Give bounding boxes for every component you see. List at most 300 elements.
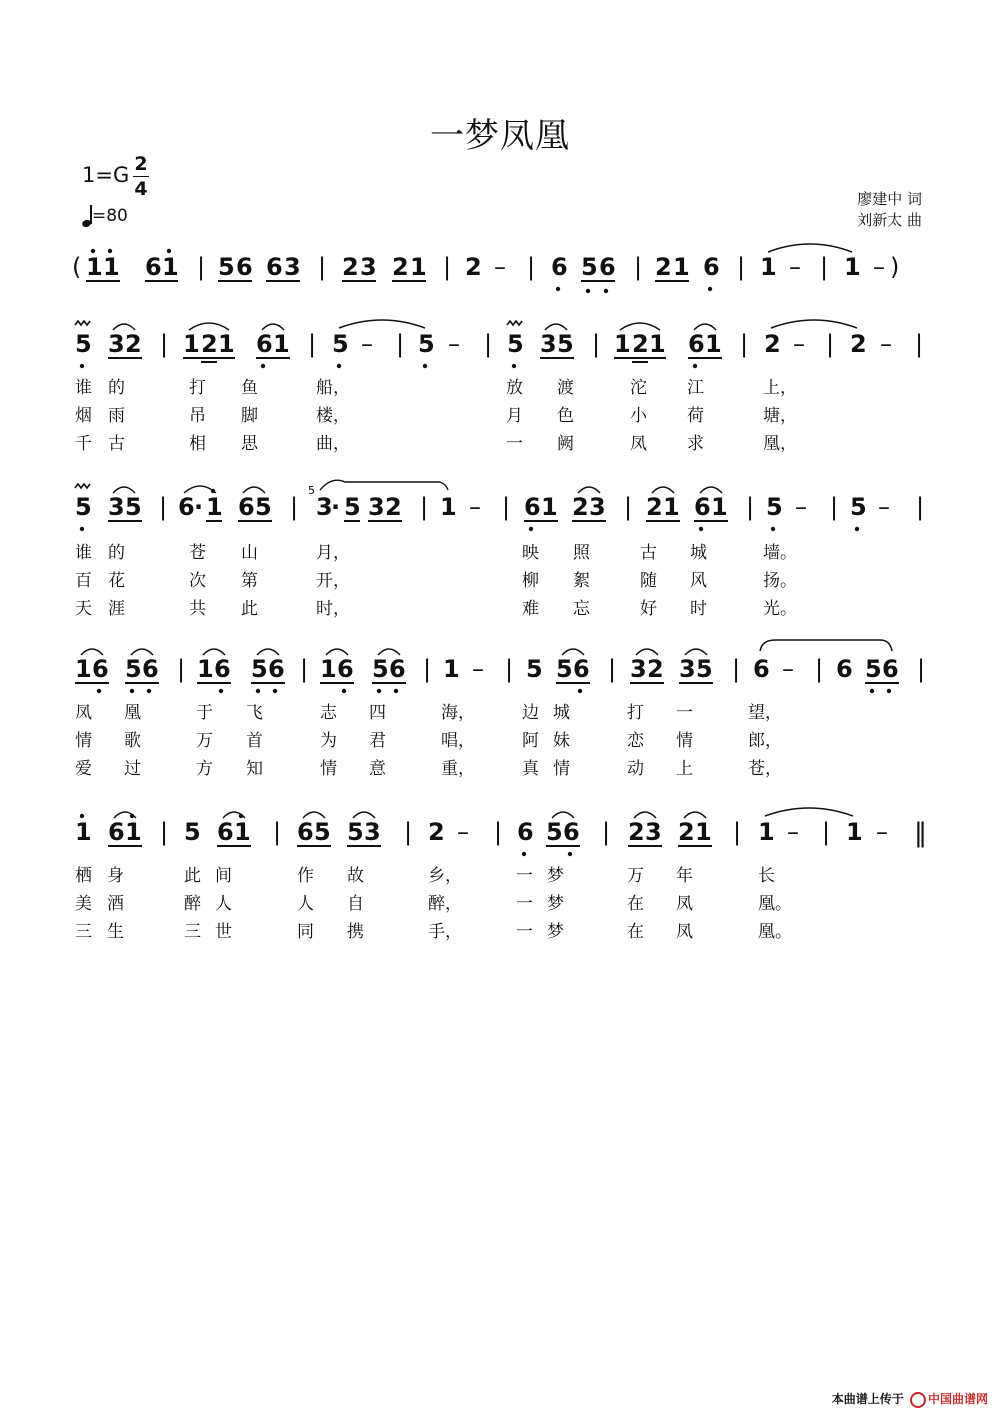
lyric-syllable: 作 [297, 866, 314, 886]
dash: – [448, 330, 460, 358]
tie [768, 244, 852, 252]
barline: | [197, 253, 206, 281]
barline: | [624, 493, 633, 521]
barline: | [915, 330, 924, 358]
open-paren: ( [72, 253, 82, 281]
staff-4 [75, 808, 927, 856]
note: 6 [145, 253, 162, 281]
footer-credit [832, 1390, 988, 1408]
note: 6 [389, 655, 406, 683]
barline: | [404, 818, 413, 846]
lyric-syllable: 自 [347, 894, 364, 914]
note: 6 [753, 655, 770, 683]
lyric-syllable: 四 [369, 703, 386, 723]
note: 5 [255, 493, 272, 521]
barline: | [602, 818, 611, 846]
note: 5 [507, 330, 524, 358]
note: 1 [758, 818, 775, 846]
lyric-syllable: 在 [627, 894, 644, 914]
barline: | [737, 253, 746, 281]
lyric-syllable: 酒 [107, 894, 124, 914]
lyric-syllable: 苍， [748, 759, 782, 779]
lyric-syllable: 风 [690, 571, 707, 591]
barline: | [160, 818, 169, 846]
note: 5 [344, 493, 361, 521]
lyric-syllable: 于 [196, 703, 213, 723]
final-barline: ‖ [914, 818, 927, 848]
lyric-syllable: 携 [347, 922, 364, 942]
lyric-syllable: 时 [690, 599, 707, 619]
note: 1 [410, 253, 427, 281]
lyric-syllable: 时， [316, 599, 350, 619]
note: 1 [705, 330, 722, 358]
lyric-syllable: 妹 [553, 731, 570, 751]
staff-1 [75, 320, 923, 368]
time-signature-top: 2 [134, 153, 148, 175]
lyric-syllable: 渡 [557, 378, 574, 398]
note: 6 [551, 253, 568, 281]
lyric-syllable: 重， [441, 759, 475, 779]
lyric-syllable: 荷 [687, 406, 704, 426]
lyric-syllable: 涯 [108, 599, 125, 619]
lyric-syllable: 开， [316, 571, 350, 591]
lyric-syllable: 一 [516, 866, 533, 886]
note: 5 [75, 493, 92, 521]
note: 6 [337, 655, 354, 683]
lyric-syllable: 凰。 [758, 922, 792, 942]
dash: – [876, 818, 888, 846]
lyric-syllable: 人 [297, 894, 314, 914]
lyric-syllable: 万 [627, 866, 644, 886]
lyric-syllable: 天 [75, 599, 92, 619]
lyric-syllable: 江 [687, 378, 704, 398]
note: 6 [236, 253, 253, 281]
page-title: 一梦凤凰 [430, 116, 570, 156]
note: 6 [694, 493, 711, 521]
note: 3 [679, 655, 696, 683]
lyric-syllable: 一 [676, 703, 693, 723]
lyric-syllable: 上， [763, 378, 797, 398]
lyric-syllable: 上 [676, 759, 693, 779]
lyric-syllable: 谁 [75, 543, 92, 563]
barline: | [815, 655, 824, 683]
barline: | [820, 253, 829, 281]
lyric-syllable: 同 [297, 922, 314, 942]
note: 2 [201, 330, 218, 358]
lyric-syllable: 絮 [573, 571, 590, 591]
note: 3 [316, 493, 333, 521]
barline: | [494, 818, 503, 846]
lyric-syllable: 色 [557, 406, 574, 426]
note: 3 [284, 253, 301, 281]
lyric-syllable: 曲， [316, 434, 350, 454]
lyric-syllable: 思 [241, 434, 258, 454]
note: 6 [297, 818, 314, 846]
note: 1 [541, 493, 558, 521]
lyric-syllable: 小 [630, 406, 647, 426]
note: 1 [206, 493, 223, 521]
dash: – [469, 493, 481, 521]
lyric-syllable: 意 [369, 759, 386, 779]
lyric-syllable: 谁 [75, 378, 92, 398]
lyric-syllable: 花 [108, 571, 125, 591]
lyric-syllable: 塘， [763, 406, 797, 426]
barline: | [318, 253, 327, 281]
note: 1 [125, 818, 142, 846]
note: 1 [273, 330, 290, 358]
note: 3 [540, 330, 557, 358]
lyric-syllable: 恋 [627, 731, 644, 751]
note: 1 [218, 330, 235, 358]
note: 2 [342, 253, 359, 281]
lyric-syllable: 次 [189, 571, 206, 591]
note: 6 [573, 655, 590, 683]
lyric-syllable: 过 [124, 759, 141, 779]
lyric-syllable: 一 [506, 434, 523, 454]
note: 1 [320, 655, 337, 683]
dash: – [793, 330, 805, 358]
lyric-syllable: 生 [107, 922, 124, 942]
lyric-syllable: 山 [241, 543, 258, 563]
note: 5 [526, 655, 543, 683]
staff-3 [75, 640, 925, 693]
lyric-syllable: 随 [640, 571, 657, 591]
note: 5 [372, 655, 389, 683]
barline: | [484, 330, 493, 358]
note: 5 [125, 655, 142, 683]
note: 1 [844, 253, 861, 281]
site-logo-icon [910, 1392, 926, 1408]
lyric-syllable: 的 [108, 543, 125, 563]
barline: | [917, 655, 926, 683]
note: 6 [108, 818, 125, 846]
lyric-syllable: 雨 [108, 406, 125, 426]
lyric-syllable: 烟 [75, 406, 92, 426]
lyric-syllable: 吊 [189, 406, 206, 426]
lyric-syllable: 难 [522, 599, 539, 619]
lyric-syllable: 映 [522, 543, 539, 563]
lyric-syllable: 共 [189, 599, 206, 619]
note: 6 [256, 330, 273, 358]
dash: – [787, 818, 799, 846]
note: 5 [218, 253, 235, 281]
lyric-syllable: 凤 [676, 894, 693, 914]
note: 1 [760, 253, 777, 281]
note: 5 [184, 818, 201, 846]
note: 5 [314, 818, 331, 846]
lyric-syllable: 沱 [630, 378, 647, 398]
lyric-syllable: 阙 [557, 434, 574, 454]
note: 5 [125, 493, 142, 521]
note: 2 [850, 330, 867, 358]
lyric-syllable: 美 [75, 894, 92, 914]
lyric-syllable: 城 [690, 543, 707, 563]
barline: | [732, 655, 741, 683]
note: 2 [572, 493, 589, 521]
note: 6 [178, 493, 195, 521]
tempo-value: =80 [92, 206, 128, 226]
lyric-syllable: 情 [320, 759, 337, 779]
note: 2 [628, 818, 645, 846]
note: 6 [599, 253, 616, 281]
note: 1 [673, 253, 690, 281]
lyric-syllable: 脚 [241, 406, 258, 426]
lyric-syllable: 在 [627, 922, 644, 942]
lyric-syllable: 百 [75, 571, 92, 591]
note: 1 [162, 253, 179, 281]
lyric-syllable: 好 [640, 599, 657, 619]
lyric-syllable: 月 [506, 406, 523, 426]
lyric-syllable: 三 [75, 922, 92, 942]
note: 2 [465, 253, 482, 281]
lyric-syllable: 凰， [763, 434, 797, 454]
note: 5 [581, 253, 598, 281]
lyric-syllable: 情 [676, 731, 693, 751]
lyric-syllable: 鱼 [241, 378, 258, 398]
barline: | [916, 493, 925, 521]
dash: – [873, 253, 885, 281]
lyric-syllable: 楼， [316, 406, 350, 426]
lyric-syllable: 此 [184, 866, 201, 886]
barline: | [740, 330, 749, 358]
lyric-syllable: 打 [189, 378, 206, 398]
lyric-syllable: 君 [369, 731, 386, 751]
lyric-syllable: 望， [748, 703, 782, 723]
lyric-syllable: 光。 [763, 599, 797, 619]
lyric-syllable: 身 [107, 866, 124, 886]
dash: – [880, 330, 892, 358]
time-signature-bottom: 4 [134, 178, 148, 200]
note: 2 [392, 253, 409, 281]
staff-2 [75, 480, 924, 531]
barline: | [826, 330, 835, 358]
lyric-syllable: 唱， [441, 731, 475, 751]
note: 6 [688, 330, 705, 358]
lyric-syllable: 梦 [547, 866, 564, 886]
note: 1 [197, 655, 214, 683]
lyric-syllable: 志 [320, 703, 337, 723]
note: 3 [364, 818, 381, 846]
footer-prefix: 本曲谱上传于 [831, 1392, 904, 1406]
dash: – [878, 493, 890, 521]
lyric-syllable: 的 [108, 378, 125, 398]
note: 2 [678, 818, 695, 846]
lyric-syllable: 一 [516, 894, 533, 914]
dash: – [795, 493, 807, 521]
dash: – [789, 253, 801, 281]
lyric-syllable: 千 [75, 434, 92, 454]
barline: | [396, 330, 405, 358]
dash: – [361, 330, 373, 358]
barline: | [159, 493, 168, 521]
mordent-icon [75, 321, 90, 325]
barline: | [608, 655, 617, 683]
lyric-syllable: 城 [553, 703, 570, 723]
lyric-syllable: 真 [522, 759, 539, 779]
note: 6 [142, 655, 159, 683]
note: 2 [125, 330, 142, 358]
lyric-syllable: 醉， [428, 894, 462, 914]
note: 5 [418, 330, 435, 358]
note: 2 [428, 818, 445, 846]
note: 6 [563, 818, 580, 846]
note: 1 [695, 818, 712, 846]
lyric-syllable: 此 [241, 599, 258, 619]
note: 6 [703, 253, 720, 281]
grace-note: 5 [308, 484, 315, 497]
lyric-syllable: 照 [573, 543, 590, 563]
lyric-syllable: 扬。 [763, 571, 797, 591]
lyric-syllable: 凤 [75, 703, 92, 723]
note: 5 [556, 655, 573, 683]
barline: | [822, 818, 831, 846]
note: 1 [86, 253, 103, 281]
barline: | [746, 493, 755, 521]
lyric-syllable: 故 [347, 866, 364, 886]
note: 5 [546, 818, 563, 846]
lyric-syllable: 知 [246, 759, 263, 779]
lyric-syllable: 长 [758, 866, 775, 886]
note: 6 [214, 655, 231, 683]
lyric-syllable: 第 [241, 571, 258, 591]
lyric-syllable: 打 [627, 703, 644, 723]
note: 6 [836, 655, 853, 683]
lyric-syllable: 梦 [547, 894, 564, 914]
note: 2 [647, 655, 664, 683]
note: 1 [183, 330, 200, 358]
barline: | [300, 655, 309, 683]
barline: | [290, 493, 299, 521]
lyric-syllable: 三 [184, 922, 201, 942]
lyric-syllable: 动 [627, 759, 644, 779]
lyric-syllable: 相 [189, 434, 206, 454]
lyric-syllable: 柳 [522, 571, 539, 591]
note: 2 [655, 253, 672, 281]
lyric-syllable: 求 [687, 434, 704, 454]
note: 6 [238, 493, 255, 521]
note: 1 [649, 330, 666, 358]
lyric-syllable: 古 [640, 543, 657, 563]
lyric-syllable: 乡， [428, 866, 462, 886]
barline: | [443, 253, 452, 281]
lyric-syllable: 栖 [75, 866, 92, 886]
lyric-syllable: 情 [75, 731, 92, 751]
lyric-syllable: 苍 [189, 543, 206, 563]
note: 5 [347, 818, 364, 846]
note: 5 [850, 493, 867, 521]
note: 1 [614, 330, 631, 358]
note: 5 [557, 330, 574, 358]
note: 6 [266, 253, 283, 281]
lyric-syllable: 年 [676, 866, 693, 886]
lyric-syllable: 世 [215, 922, 232, 942]
note: 1 [103, 253, 120, 281]
lyric-syllable: 郎， [748, 731, 782, 751]
note: 6 [92, 655, 109, 683]
note: 6 [217, 818, 234, 846]
barline: | [527, 253, 536, 281]
lyric-syllable: 首 [246, 731, 263, 751]
note: 5 [251, 655, 268, 683]
note: 2 [632, 330, 649, 358]
note: 3 [108, 493, 125, 521]
note: 5 [332, 330, 349, 358]
note: 3 [589, 493, 606, 521]
lyric-syllable: 忘 [573, 599, 590, 619]
lyricist-credit: 廖建中 词 [857, 190, 922, 208]
note: 3 [645, 818, 662, 846]
lyric-syllable: 阿 [522, 731, 539, 751]
note: 6 [882, 655, 899, 683]
note: 1 [234, 818, 251, 846]
barline: | [420, 493, 429, 521]
barline: | [830, 493, 839, 521]
lyric-syllable: 醉 [184, 894, 201, 914]
note: 3 [630, 655, 647, 683]
lyric-syllable: 边 [522, 703, 539, 723]
lyric-syllable: 梦 [547, 922, 564, 942]
lyric-syllable: 凰。 [758, 894, 792, 914]
lyric-syllable: 歌 [124, 731, 141, 751]
barline: | [592, 330, 601, 358]
close-paren: ) [890, 253, 900, 281]
barline: | [505, 655, 514, 683]
note: 3 [360, 253, 377, 281]
key-signature: 1=G [82, 163, 130, 187]
dash: – [782, 655, 794, 683]
lyric-syllable: 船， [316, 378, 350, 398]
dash: – [472, 655, 484, 683]
note: 6 [268, 655, 285, 683]
lyric-syllable: 间 [215, 866, 232, 886]
note: 1 [663, 493, 680, 521]
barline: | [308, 330, 317, 358]
note: 1 [711, 493, 728, 521]
lyric-syllable: 墙。 [763, 543, 797, 563]
note: 6 [524, 493, 541, 521]
lyric-syllable: 人 [215, 894, 232, 914]
note: 6 [517, 818, 534, 846]
note: 5 [696, 655, 713, 683]
barline: | [273, 818, 282, 846]
lyric-syllable: 爱 [75, 759, 92, 779]
lyric-syllable: 海， [441, 703, 475, 723]
lyric-syllable: 凰 [124, 703, 141, 723]
note: 5 [865, 655, 882, 683]
lyric-syllable: 凤 [676, 922, 693, 942]
barline: | [733, 818, 742, 846]
note: · [194, 493, 204, 521]
lyric-syllable: 手， [428, 922, 462, 942]
note: 5 [766, 493, 783, 521]
footer-site: 中国曲谱网 [927, 1392, 988, 1406]
lyric-syllable: 方 [196, 759, 213, 779]
lyric-syllable: 古 [108, 434, 125, 454]
note: 1 [75, 655, 92, 683]
lyric-syllable: 万 [196, 731, 213, 751]
lyric-syllable: 飞 [246, 703, 263, 723]
barline: | [160, 330, 169, 358]
barline: | [634, 253, 643, 281]
note: 1 [443, 655, 460, 683]
lyric-syllable: 放 [506, 378, 523, 398]
lyric-syllable: 月， [316, 543, 350, 563]
dash: – [494, 253, 506, 281]
barline: | [423, 655, 432, 683]
lyric-syllable: 情 [553, 759, 570, 779]
note: 1 [440, 493, 457, 521]
note: 3 [368, 493, 385, 521]
